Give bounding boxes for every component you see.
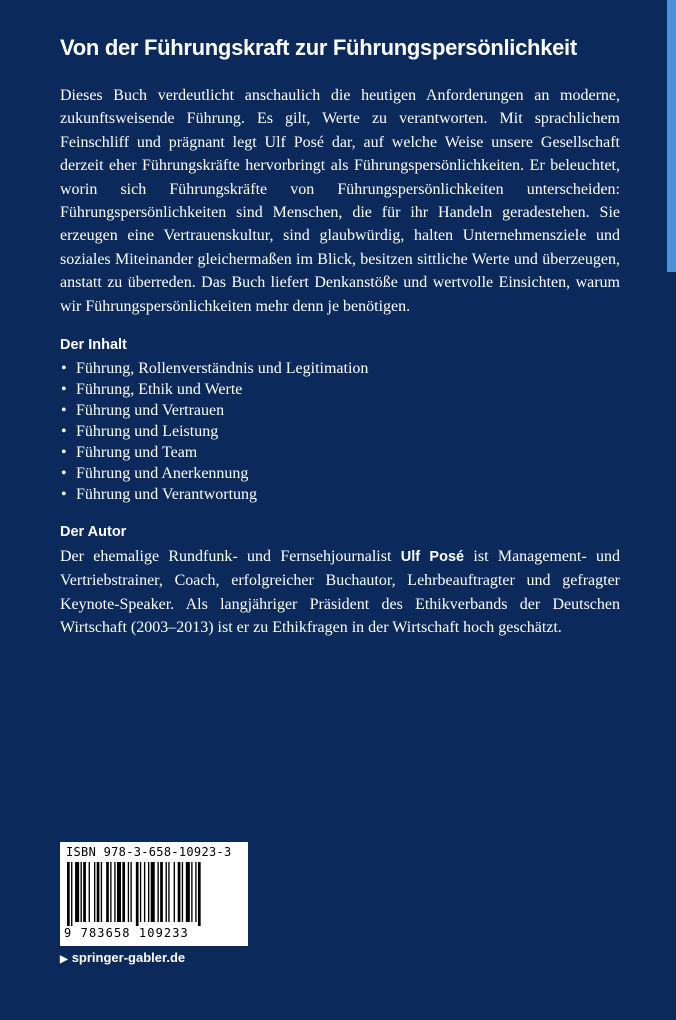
bullet-icon: •	[61, 402, 67, 420]
list-item	[60, 442, 620, 463]
list-item-text: Führung und Vertrauen	[76, 402, 225, 420]
publisher-website[interactable]	[60, 950, 185, 965]
book-title: Von der Führungskraft zur Führungspersönlichkeit	[60, 35, 577, 60]
list-item-text: Führung und Verantwortung	[76, 486, 258, 504]
bullet-icon: •	[61, 381, 67, 399]
author-bio-rest: ist Management- und Vertriebstrainer, Coach, erfolgreicher Buchautor, Lehrbeauftragter und gefragter Keynote-Speaker. Als langjähriger Präsident des Ethikverbands der Deutschen Wirtschaft (2003–2013) ist er zu Ethikfragen in der Wirtschaft hoch geschätzt.	[60, 548, 621, 637]
list-item-text: Führung und Team	[76, 444, 198, 462]
isbn-label: ISBN 978-3-658-10923-3	[66, 845, 232, 859]
list-item	[60, 400, 620, 421]
barcode-digits: 9 783658 109233	[64, 926, 189, 940]
list-item-text: Führung und Leistung	[76, 423, 219, 441]
book-description: Dieses Buch verdeutlicht anschaulich die heutigen Anforderungen an moderne, zukunftsweisende Führung. Es gilt, Werte zu verantworten. Mit sprachlichem Feinschliff und prägnant legt Ulf Posé dar, auf welche Weise unsere Gesellschaft derzeit eher Führungskräfte hervorbringt als Führungspersönlichkeiten. Er beleuchtet, worin sich Führungskräfte von Führungspersönlichkeiten unterscheiden: Führungspersönlichkeiten sind Menschen, die für ihr Handeln geradestehen. Sie erzeugen eine Vertrauenskultur, sind glaubwürdig, halten Unternehmensziele und soziales Miteinander gleichermaßen im Blick, besitzen sittliche Werte und überzeugen, anstatt zu überreden. Das Buch liefert Denkanstöße und wertvolle Einsichten, warum wir Führungspersönlichkeiten mehr denn je benötigen.	[60, 87, 620, 315]
triangle-right-icon: ▶	[60, 954, 68, 965]
contents-list	[60, 358, 620, 505]
bullet-icon: •	[61, 465, 67, 483]
bullet-icon: •	[61, 423, 67, 441]
list-item	[60, 463, 620, 484]
contents-heading: Der Inhalt	[60, 337, 127, 354]
barcode-icon	[67, 862, 241, 926]
list-item-text: Führung, Rollenverständnis und Legitimation	[76, 360, 369, 378]
back-cover-content	[60, 34, 620, 640]
list-item	[60, 421, 620, 442]
website-label: springer-gabler.de	[71, 950, 186, 965]
list-item	[60, 484, 620, 505]
list-item-text: Führung und Anerkennung	[76, 465, 249, 483]
author-bio	[60, 545, 620, 640]
author-heading: Der Autor	[60, 524, 127, 541]
list-item	[60, 379, 620, 400]
author-bio-intro: Der ehemalige Rundfunk- und Fernsehjournalist	[60, 548, 401, 566]
bullet-icon: •	[61, 360, 67, 378]
author-name: Ulf Posé	[400, 549, 465, 566]
bullet-icon: •	[61, 486, 67, 504]
list-item-text: Führung, Ethik und Werte	[76, 381, 243, 399]
list-item	[60, 358, 620, 379]
isbn-barcode	[60, 842, 248, 946]
bullet-icon: •	[61, 444, 67, 462]
accent-bar	[667, 0, 676, 272]
